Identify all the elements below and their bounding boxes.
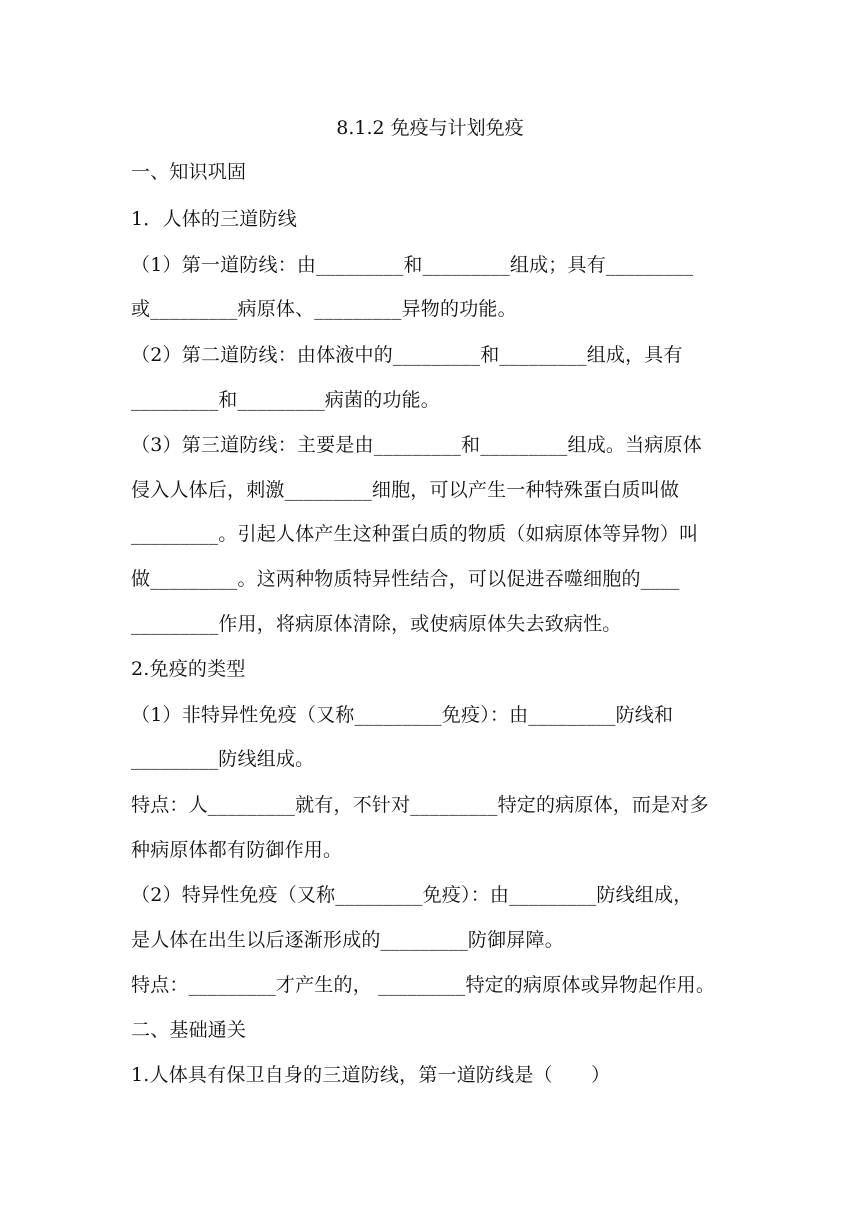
nonspecific-features-text: 特点：人_________就有，不针对_________特定的病原体，而是对多 [131, 794, 709, 816]
nonspecific-immunity-text-cont: _________防线组成。 [131, 748, 315, 770]
third-defense-line-text-3: _________。引起人体产生这种蛋白质的物质（如病原体等异物）叫 [131, 523, 699, 545]
specific-immunity-text-cont: 是人体在出生以后逐渐形成的_________防御屏障。 [131, 929, 564, 951]
second-defense-line-text-cont: _________和_________病菌的功能。 [131, 389, 441, 411]
section-heading-basics: 二、基础通关 [131, 1019, 247, 1041]
question-1-text: 1.人体具有保卫自身的三道防线，第一道防线是（ ） [131, 1064, 611, 1086]
third-defense-line-text-5: _________作用，将病原体清除，或使病原体失去致病性。 [131, 613, 622, 635]
nonspecific-immunity-text: （1）非特异性免疫（又称_________免疫）：由_________防线和 [131, 704, 674, 726]
subheading-three-defense-lines: 1．人体的三道防线 [131, 208, 297, 230]
specific-features-text: 特点：_________才产生的， _________特定的病原体或异物起作用。 [131, 974, 716, 996]
second-defense-line-text: （2）第二道防线：由体液中的_________和_________组成，具有 [131, 344, 683, 366]
third-defense-line-text-4: 做_________。这两种物质特异性结合，可以促进吞噬细胞的____ [131, 568, 680, 590]
nonspecific-features-text-cont: 种病原体都有防御作用。 [131, 839, 343, 861]
document-title: 8.1.2 免疫与计划免疫 [336, 117, 524, 139]
third-defense-line-text-2: 侵入人体后，刺激_________细胞，可以产生一种特殊蛋白质叫做 [131, 479, 680, 501]
third-defense-line-text: （3）第三道防线：主要是由_________和_________组成。当病原体 [131, 434, 702, 456]
specific-immunity-text: （2）特异性免疫（又称_________免疫）：由_________防线组成， [131, 884, 693, 906]
section-heading-knowledge: 一、知识巩固 [131, 161, 247, 183]
subheading-immunity-types: 2.免疫的类型 [131, 658, 246, 680]
first-defense-line-text-cont: 或_________病原体、_________异物的功能。 [131, 298, 517, 320]
first-defense-line-text: （1）第一道防线：由_________和_________组成；具有_________ [131, 254, 694, 276]
